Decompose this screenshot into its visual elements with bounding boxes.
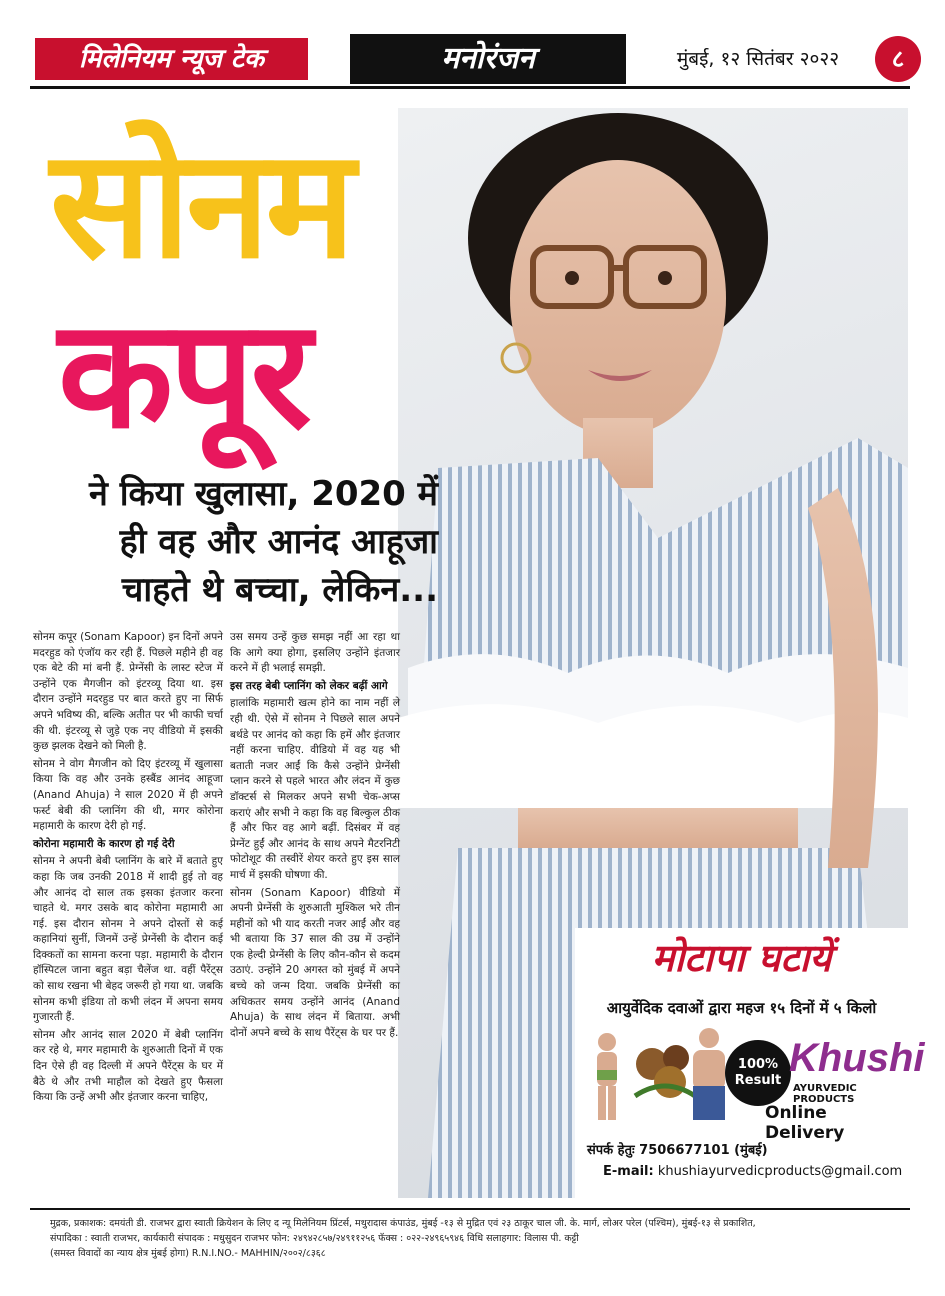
article-column-1	[33, 630, 223, 1108]
subheadline-line: चाहते थे बच्चा, लेकिन...	[121, 570, 438, 610]
article-column-2	[230, 630, 400, 1043]
imprint-line: संपादिका : स्वाती राजभर, कार्यकारी संपादक : मधुसुदन राजभर फोन: २४९४२८५७/२४९११२५६ फॅक्स : ०२२-२४९६५९४६ विधि सलाहगार: विलास पी. कट्टी	[50, 1233, 579, 1244]
section-title: मनोरंजन	[350, 34, 626, 84]
khushi-subtitle: AYURVEDIC PRODUCTS	[793, 1083, 857, 1105]
newspaper-brand: मिलेनियम न्यूज टेक	[35, 38, 308, 80]
contact-phone: 7506677101 (मुंबई)	[639, 1143, 768, 1158]
article-paragraph: उस समय उन्हें कुछ समझ नहीं आ रहा था कि आगे क्या होगा, इसलिए उन्होंने इंतजार करने में ही भलाई समझी.	[230, 631, 400, 675]
imprint-footer	[50, 1216, 910, 1261]
email-address: khushiayurvedicproducts@gmail.com	[657, 1164, 903, 1179]
top-rule	[30, 86, 910, 89]
page-number-badge: ८	[875, 36, 921, 82]
subheadline-line: ने किया खुलासा, 2020 में	[89, 474, 438, 514]
dateline: मुंबई, १२ सितंबर २०२२	[676, 48, 840, 70]
imprint-line: (समस्त विवादों का न्याय क्षेत्र मुंबई होगा) R.N.I.NO.- MAHHIN/२००२/८३६८	[50, 1248, 326, 1259]
online-delivery-text: Online Delivery	[765, 1103, 845, 1143]
result-badge	[725, 1040, 791, 1106]
contact-label: संपर्क हेतुः	[587, 1143, 635, 1158]
headline-name-last: कपूर	[58, 288, 308, 462]
ad-email	[603, 1164, 902, 1179]
khushi-logo: Khushi	[789, 1036, 925, 1080]
subheadline	[58, 470, 438, 614]
subheadline-line: ही वह और आनंद आहूजा	[119, 522, 438, 562]
imprint-line: मुद्रक, प्रकाशक: दमयंती डी. राजभर द्वारा स्वाती क्रियेशन के लिए द न्यू मिलेनियम प्रिंटर्स, मथुरादास कंपाउंड, मुंबई -१३ से मुद्रित एवं २३ ठाकूर चाल जी. के. मार्ग, लोअर परेल (पश्चिम), मुंबई-१३ से प्रकाशित,	[50, 1218, 756, 1229]
ad-contact	[587, 1140, 768, 1158]
article-paragraph: सोनम (Sonam Kapoor) वीडियो में अपनी प्रेग्नेंसी के शुरुआती मुश्किल भरे तीन महीनों को भी याद करती नजर आईं और वह भी बताया कि 37 साल की उम्र में उन्होंने एक हेल्दी प्रेग्नेंसी के लिए कौन-कौन से कदम उठाएं. उन्होंने 20 अगस्त को मुंबई में अपने बच्चे को जन्म दिया. जबकि प्रेग्नेंसी का अधिकतर समय उन्होंने आनंद (Anand Ahuja) के साथ लंदन में बिताया. अभी दोनों अपने बच्चे के साथ पैरेंट्स के घर पर हैं.	[230, 886, 400, 1039]
email-label: E-mail:	[603, 1164, 654, 1179]
badge-percent: 100%	[737, 1057, 779, 1072]
masthead	[30, 34, 910, 86]
ad-title: मोटापा घटायें	[651, 936, 832, 980]
article-paragraph: सोनम कपूर (Sonam Kapoor) इन दिनों अपने मदरहुड को एंजॉय कर रही हैं. पिछले महीने ही वह एक बेटे की मां बनी हैं. प्रेग्नेंसी के लास्ट स्टेज में उन्होंने एक मैगजीन को इंटरव्यू दिया था. इस दौरान उन्होंने मदरहुड पर बात करते हुए ना सिर्फ अपने भविष्य की, बल्कि अतीत पर भी काफी चर्चा की थी. इंटरव्यू से जुड़े एक नए वीडियो में इसकी कुछ झलक देखने को मिली है.	[33, 631, 223, 753]
fit-woman-icon	[587, 1030, 627, 1120]
article-paragraph: सोनम ने वोग मैगजीन को दिए इंटरव्यू में खुलासा किया कि वह और उनके हस्बैंड आनंद आहूजा (Anand Ahuja) ने साल 2020 में ही अपने फर्स्ट बेबी की प्लानिंग की थी, मगर कोरोना महामारी के कारण देरी हो गई.	[33, 757, 223, 833]
article-paragraph: सोनम ने अपनी बेबी प्लानिंग के बारे में बताते हुए कहा कि जब उनकी 2018 में शादी हुई तो वह और आनंद दो साल तक इसका इंतजार करना चाहते थे. मगर उसके बाद कोरोना महामारी आ गई. इस दौरान सोनम ने अपने दोस्तों से कई कहानियां सुनीं, जिनमें उन्हें प्रेग्नेंसी के दौरान कई दिक्कतों का सामना करना पड़ा. महामारी के दौरान हॉस्पिटल जाना बहुत बड़ा चैलेंज था. वहीं पैरेंट्स को साथ रखना भी बेहद जरूरी हो गया था. जबकि सोनम कभी इंडिया तो कभी लंदन में अपना समय गुजारती हैं.	[33, 855, 223, 1024]
badge-result: Result	[734, 1073, 782, 1088]
article-paragraph: सोनम और आनंद साल 2020 में बेबी प्लानिंग कर रहे थे, मगर महामारी के शुरुआती दिनों में एक दिन ऐसे ही वह दिल्ली में अपने पैरेंट्स के घर में बैठे थे और तभी माहौल को देखते हुए फैसला किया कि उन्हें अभी और इंतजार करना चाहिए,	[33, 1028, 223, 1104]
article-subheading: कोरोना महामारी के कारण हो गई देरी	[33, 837, 175, 850]
article-paragraph: हालांकि महामारी खत्म होने का नाम नहीं ले रही थी. ऐसे में सोनम ने पिछले साल अपने बर्थडे पर आनंद को कहा कि हमें और इंतजार नहीं करना चाहिए. वीडियो में वह यह भी बताती नजर आईं कि कैसे उन्होंने प्रेग्नेंसी प्लान करने से पहले भारत और लंदन में कुछ डॉक्टर्स से मिलकर अपने सभी चेक-अप्स कराएं और सभी ने कहा कि वह बिल्कुल ठीक हैं और फिर वह आगे बढ़ीं. दिसंबर में वह प्रेग्नेंट हुईं और आनंद के साथ अपने मैटरनिटी फोटोशूट की तस्वीरें शेयर करते हुए इस साल मार्च में इसकी घोषणा की.	[230, 697, 400, 881]
article-subheading: इस तरह बेबी प्लानिंग को लेकर बढ़ीं आगे	[230, 679, 388, 692]
ad-tagline: आयुर्वेदिक दवाओं द्वारा महज १५ दिनों में ५ किलो	[606, 999, 877, 1017]
advertisement-box	[575, 928, 925, 1198]
bottom-rule	[30, 1208, 910, 1210]
headline-name-first: सोनम	[50, 118, 352, 292]
